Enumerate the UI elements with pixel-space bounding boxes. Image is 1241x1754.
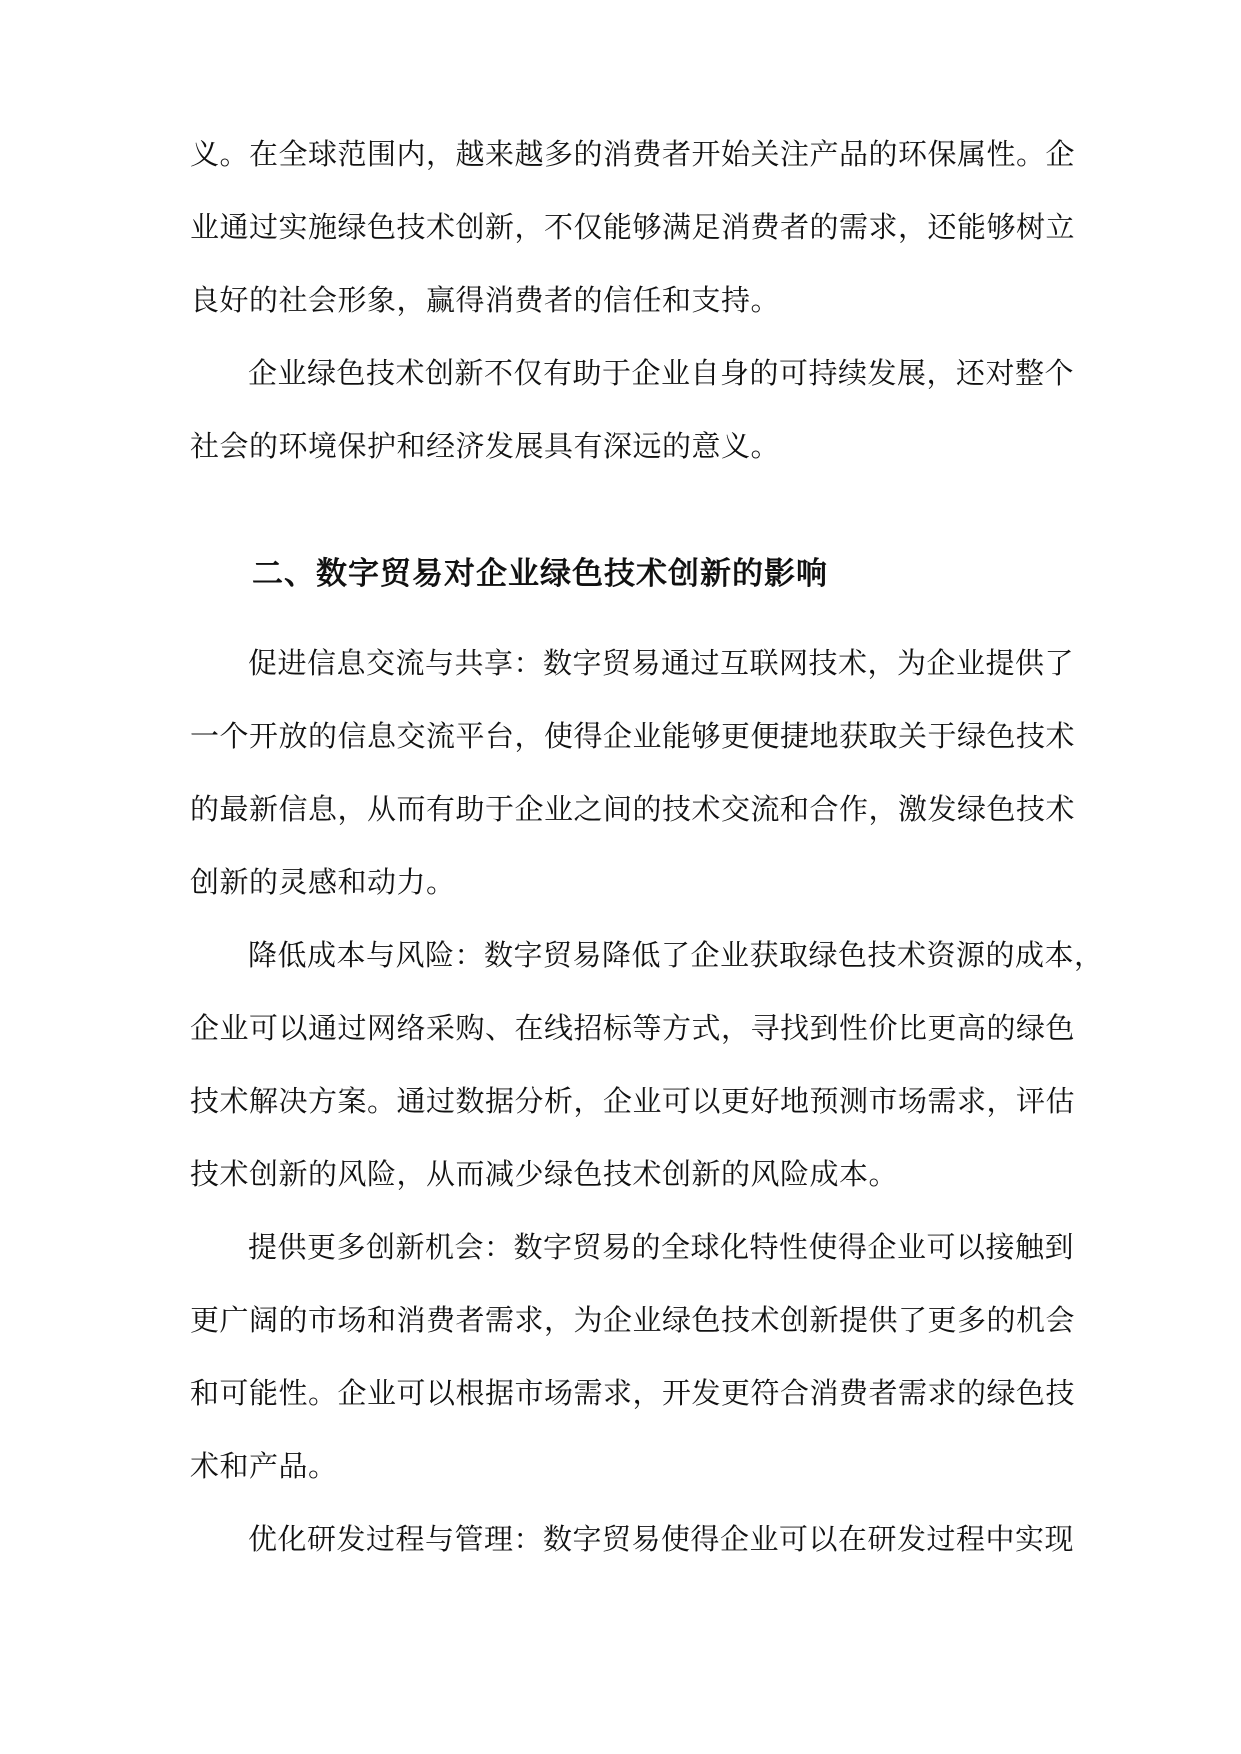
paragraph-2-line-2: 社会的环境保护和经济发展具有深远的意义。 (190, 429, 781, 463)
section-paragraph-3-line-4: 术和产品。 (190, 1449, 338, 1483)
section-paragraph-1-line-3: 的最新信息，从而有助于企业之间的技术交流和合作，激发绿色技术 (190, 792, 1076, 826)
section-paragraph-1-line-1: 促进信息交流与共享：数字贸易通过互联网技术，为企业提供了 (248, 646, 1075, 680)
section-paragraph-2-line-4: 技术创新的风险，从而减少绿色技术创新的风险成本。 (190, 1157, 899, 1191)
section-paragraph-3-line-1: 提供更多创新机会：数字贸易的全球化特性使得企业可以接触到 (248, 1230, 1075, 1264)
section-paragraph-1-line-4: 创新的灵感和动力。 (190, 865, 456, 899)
section-paragraph-2-line-1: 降低成本与风险：数字贸易降低了企业获取绿色技术资源的成本， (248, 938, 1104, 972)
section-paragraph-4-line-1: 优化研发过程与管理：数字贸易使得企业可以在研发过程中实现 (248, 1522, 1075, 1556)
section-heading: 二、数字贸易对企业绿色技术创新的影响 (252, 556, 828, 592)
section-paragraph-3-line-2: 更广阔的市场和消费者需求，为企业绿色技术创新提供了更多的机会 (190, 1303, 1076, 1337)
paragraph-2-line-1: 企业绿色技术创新不仅有助于企业自身的可持续发展，还对整个 (248, 356, 1075, 390)
section-paragraph-1-line-2: 一个开放的信息交流平台，使得企业能够更便捷地获取关于绿色技术 (190, 719, 1076, 753)
paragraph-1-line-1: 义。在全球范围内，越来越多的消费者开始关注产品的环保属性。企 (190, 137, 1076, 171)
paragraph-1-line-3: 良好的社会形象，赢得消费者的信任和支持。 (190, 283, 781, 317)
section-paragraph-3-line-3: 和可能性。企业可以根据市场需求，开发更符合消费者需求的绿色技 (190, 1376, 1076, 1410)
section-paragraph-2-line-3: 技术解决方案。通过数据分析，企业可以更好地预测市场需求，评估 (190, 1084, 1076, 1118)
paragraph-1-line-2: 业通过实施绿色技术创新，不仅能够满足消费者的需求，还能够树立 (190, 210, 1076, 244)
section-paragraph-2-line-2: 企业可以通过网络采购、在线招标等方式，寻找到性价比更高的绿色 (190, 1011, 1076, 1045)
